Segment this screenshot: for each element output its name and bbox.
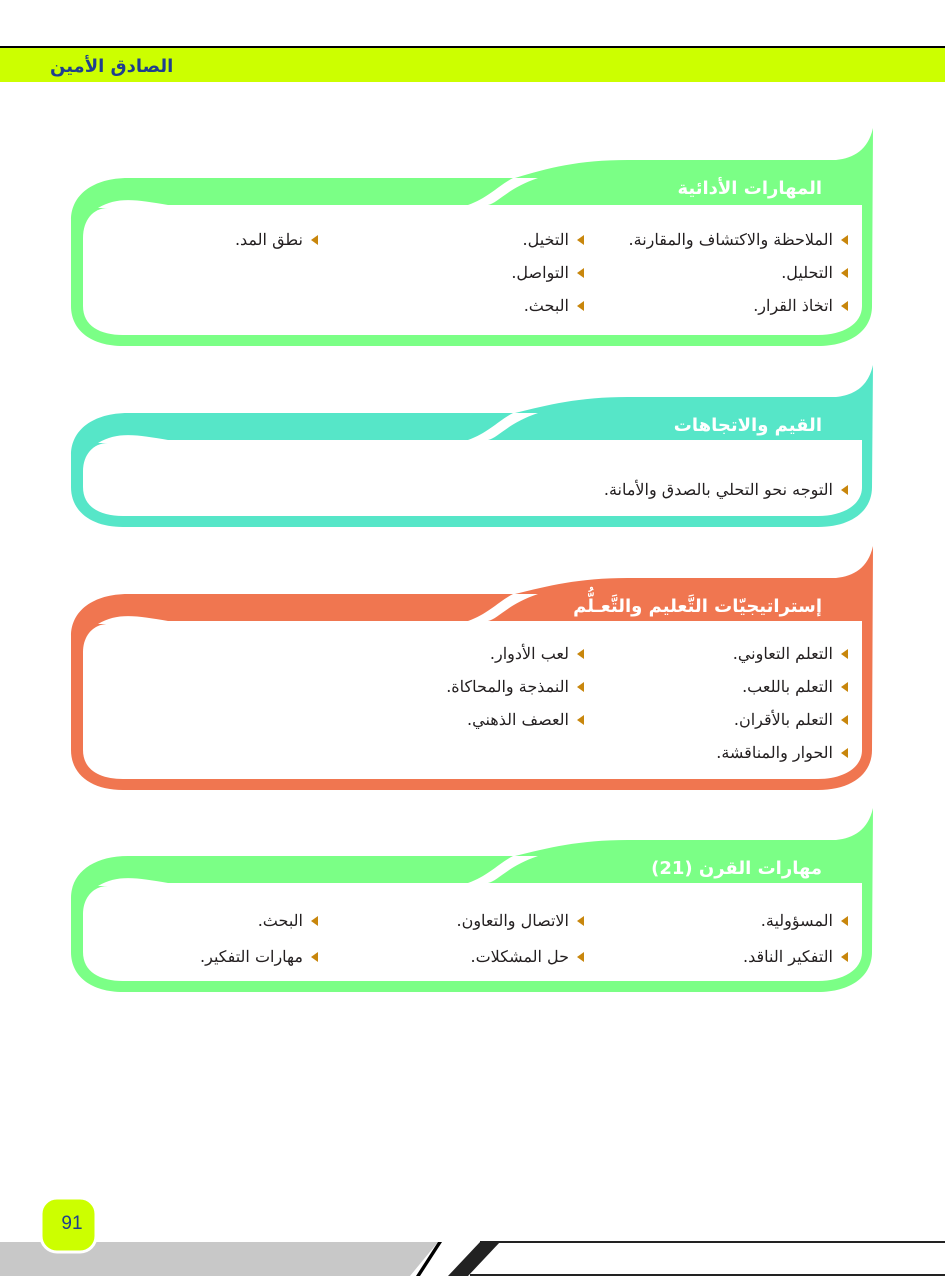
bullet-icon bbox=[577, 952, 584, 962]
century-skills-frame bbox=[68, 808, 874, 996]
list-item: التفكير الناقد. bbox=[743, 947, 848, 966]
list-item: البحث. bbox=[258, 911, 318, 930]
performance-skills-card bbox=[68, 128, 874, 350]
bullet-icon bbox=[841, 682, 848, 692]
footer-decoration bbox=[0, 1180, 945, 1276]
list-item: المسؤولية. bbox=[761, 911, 848, 930]
list-item: التعلم باللعب. bbox=[742, 677, 848, 696]
list-item: التعلم التعاوني. bbox=[733, 644, 848, 663]
list-item: لعب الأدوار. bbox=[490, 644, 584, 663]
bullet-icon bbox=[841, 649, 848, 659]
bullet-icon bbox=[577, 301, 584, 311]
bullet-icon bbox=[577, 916, 584, 926]
bullet-icon bbox=[841, 952, 848, 962]
bullet-icon bbox=[841, 235, 848, 245]
bullet-icon bbox=[841, 301, 848, 311]
bullet-icon bbox=[841, 268, 848, 278]
list-item: التحليل. bbox=[781, 263, 848, 282]
bullet-icon bbox=[841, 485, 848, 495]
bullet-icon bbox=[311, 235, 318, 245]
list-item: نطق المد. bbox=[235, 230, 318, 249]
bullet-icon bbox=[841, 715, 848, 725]
list-item: الاتصال والتعاون. bbox=[456, 911, 584, 930]
bullet-icon bbox=[577, 682, 584, 692]
list-item: العصف الذهني. bbox=[467, 710, 584, 729]
lesson-title: الصادق الأمين bbox=[50, 56, 174, 77]
bullet-icon bbox=[841, 916, 848, 926]
list-item: اتخاذ القرار. bbox=[753, 296, 848, 315]
list-item: النمذجة والمحاكاة. bbox=[446, 677, 584, 696]
bullet-icon bbox=[311, 952, 318, 962]
page-number: 91 bbox=[61, 1213, 83, 1234]
bullet-icon bbox=[577, 715, 584, 725]
list-item: الحوار والمناقشة. bbox=[716, 743, 848, 762]
bullet-icon bbox=[577, 649, 584, 659]
list-item: التوجه نحو التحلي بالصدق والأمانة. bbox=[604, 480, 848, 499]
performance-skills-title: المهارات الأدائية bbox=[677, 178, 822, 199]
bullet-icon bbox=[577, 268, 584, 278]
list-item: مهارات التفكير. bbox=[200, 947, 318, 966]
strategies-title: إستراتيجيّات التَّعليم والتَّعـلُّم bbox=[573, 596, 822, 617]
list-item: التواصل. bbox=[511, 263, 584, 282]
list-item: حل المشكلات. bbox=[471, 947, 584, 966]
bullet-icon bbox=[311, 916, 318, 926]
century-skills-card bbox=[68, 808, 874, 996]
bullet-icon bbox=[841, 748, 848, 758]
list-item: البحث. bbox=[524, 296, 584, 315]
values-frame bbox=[68, 365, 874, 531]
bullet-icon bbox=[577, 235, 584, 245]
list-item: التخيل. bbox=[522, 230, 584, 249]
list-item: التعلم بالأقران. bbox=[734, 710, 848, 729]
values-title: القيم والاتجاهات bbox=[673, 415, 822, 436]
values-card bbox=[68, 365, 874, 531]
century-skills-title: مهارات القرن (21) bbox=[651, 858, 822, 879]
list-item: الملاحظة والاكتشاف والمقارنة. bbox=[629, 230, 848, 249]
strategies-card bbox=[68, 546, 874, 794]
